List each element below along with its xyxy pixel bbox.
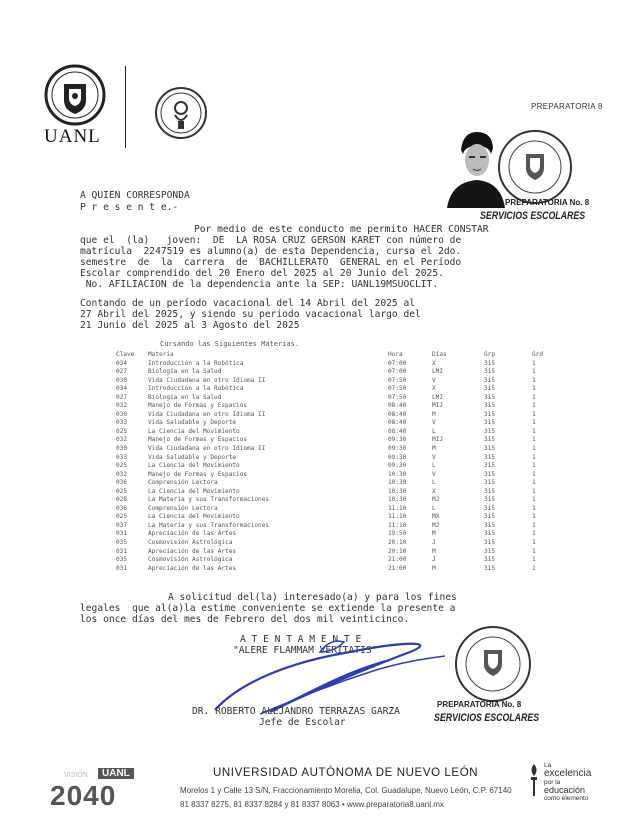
- upper-stamp-prepa-label: PREPARATORIA No. 8: [505, 198, 590, 207]
- body-line-3: matrícula 2247519 es alumno(a) de esta Dependencia, cursa el 2do.: [80, 246, 462, 257]
- table-row: [116, 445, 550, 454]
- vacation-line-1: Contando de un período vacacional del 14 Abril del 2025 al: [80, 298, 416, 309]
- cell-grd: 1: [532, 359, 536, 367]
- header-materia: Materia: [148, 351, 174, 358]
- cell-dias: V: [432, 453, 436, 461]
- cell-materia: Vida Saludable y Deporte: [148, 419, 237, 427]
- closing-line-1: A solicitud del(la) interesado(a) y para los fines: [168, 592, 457, 603]
- cell-grd: 1: [532, 436, 536, 444]
- cell-materia: Vida Ciudadana en otro Idioma II: [148, 445, 266, 453]
- cell-grp: 315: [484, 530, 496, 538]
- cell-hora: 07:50: [388, 393, 407, 401]
- cell-grd: 1: [532, 368, 536, 376]
- cell-hora: 09:30: [388, 445, 407, 453]
- table-row: [116, 402, 550, 411]
- table-row: [116, 394, 550, 403]
- address-line-1: Morelos 1 y Calle 13 S/N, Fraccionamiento Morelia, Col. Guadalupe, Nuevo León, C.P. 67140: [180, 786, 512, 795]
- cell-clave: 033: [116, 419, 128, 427]
- cell-grp: 315: [484, 410, 496, 418]
- cell-grp: 315: [484, 436, 496, 444]
- cell-hora: 07:50: [388, 385, 407, 393]
- cell-hora: 08:40: [388, 402, 407, 410]
- cell-grd: 1: [532, 393, 536, 401]
- cell-dias: M: [432, 410, 436, 418]
- vacation-line-2: 27 Abril del 2025, y siendo su periodo vacacional largo del: [80, 309, 421, 320]
- cell-clave: 032: [116, 436, 128, 444]
- cell-materia: Biología en la Salud: [148, 368, 222, 376]
- cell-hora: 11:10: [388, 504, 407, 512]
- cell-clave: 035: [116, 539, 128, 547]
- cell-grp: 315: [484, 479, 496, 487]
- body-line-4: semestre de la carrera de BACHILLERATO GENERAL en el Período: [80, 257, 462, 268]
- cell-grp: 315: [484, 564, 496, 572]
- header-grp: Grp: [484, 351, 496, 358]
- table-row: [116, 368, 550, 377]
- cell-dias: L: [432, 504, 436, 512]
- cell-grd: 1: [532, 556, 536, 564]
- cell-clave: 033: [116, 453, 128, 461]
- cell-materia: La Ciencia del Movimiento: [148, 427, 240, 435]
- cell-materia: La Materia y sus Transformaciones: [148, 496, 270, 504]
- cell-clave: 032: [116, 470, 128, 478]
- cell-clave: 025: [116, 427, 128, 435]
- lower-school-stamp: [455, 626, 531, 702]
- cell-materia: La Ciencia del Movimiento: [148, 462, 240, 470]
- cell-hora: 08:40: [388, 419, 407, 427]
- cell-hora: 08:40: [388, 427, 407, 435]
- vacation-line-3: 21 Junio del 2025 al 3 Agosto del 2025: [80, 320, 300, 331]
- table-row: [116, 428, 550, 437]
- cell-hora: 10:30: [388, 487, 407, 495]
- header-grd: Grd: [532, 351, 544, 358]
- cell-grd: 1: [532, 530, 536, 538]
- cell-grd: 1: [532, 513, 536, 521]
- cell-materia: Manejo de Formas y Espacios: [148, 470, 248, 478]
- cell-hora: 11:10: [388, 521, 407, 529]
- cell-grd: 1: [532, 504, 536, 512]
- closing-line-2: legales que al(a)la estime conveniente se extiende la presente a: [80, 603, 456, 614]
- cell-grp: 315: [484, 513, 496, 521]
- cell-hora: 08:40: [388, 410, 407, 418]
- cell-materia: Apreciación de las Artes: [148, 547, 237, 555]
- cell-dias: J: [432, 539, 436, 547]
- cell-clave: 030: [116, 376, 128, 384]
- cell-clave: 031: [116, 547, 128, 555]
- subjects-intro: Cursando las Siguientes Materias.: [160, 340, 300, 348]
- cell-grp: 315: [484, 504, 496, 512]
- cell-grd: 1: [532, 410, 536, 418]
- table-row: [116, 565, 550, 574]
- cell-grd: 1: [532, 479, 536, 487]
- cell-grd: 1: [532, 487, 536, 495]
- cell-grd: 1: [532, 402, 536, 410]
- lower-stamp-service-label: SERVICIOS ESCOLARES: [434, 712, 540, 724]
- university-name: UNIVERSIDAD AUTÓNOMA DE NUEVO LEÓN: [213, 767, 479, 779]
- cell-dias: MIJ: [432, 402, 444, 410]
- cell-dias: MJ: [432, 496, 440, 504]
- cell-dias: M: [432, 547, 436, 555]
- body-line-1: Por medio de este conducto me permito HACER CONSTAR: [194, 224, 489, 235]
- cell-dias: MJ: [432, 521, 440, 529]
- cell-grp: 315: [484, 462, 496, 470]
- uanl-crest-logo: [38, 64, 112, 126]
- header-divider: [125, 66, 126, 148]
- table-row: [116, 411, 550, 420]
- cell-dias: LMI: [432, 368, 444, 376]
- table-row: [116, 556, 550, 565]
- cell-grd: 1: [532, 539, 536, 547]
- table-row: [116, 530, 550, 539]
- cell-dias: M: [432, 530, 436, 538]
- table-row: [116, 471, 550, 480]
- cell-dias: MIJ: [432, 436, 444, 444]
- cell-materia: Cosmovisión Astrológica: [148, 556, 233, 564]
- table-row: [116, 513, 550, 522]
- cell-grp: 315: [484, 402, 496, 410]
- cell-hora: 21:00: [388, 564, 407, 572]
- cell-grp: 315: [484, 393, 496, 401]
- cell-dias: M: [432, 564, 436, 572]
- cell-materia: Introducción a la Robótica: [148, 385, 244, 393]
- body-line-5: Escolar comprendido del 20 Enero del 2025 al 20 Junio del 2025.: [80, 268, 444, 279]
- closing-line-3: los once días del mes de Febrero del dos mil veinticinco.: [80, 614, 410, 625]
- table-row: [116, 454, 550, 463]
- table-row: [116, 436, 550, 445]
- cell-materia: Apreciación de las Artes: [148, 564, 237, 572]
- cell-grp: 315: [484, 487, 496, 495]
- cell-grp: 315: [484, 496, 496, 504]
- cell-dias: V: [432, 419, 436, 427]
- cell-clave: 028: [116, 496, 128, 504]
- table-row: [116, 496, 550, 505]
- upper-school-stamp: [498, 130, 572, 204]
- cell-materia: Vida Ciudadana en otro Idioma II: [148, 410, 266, 418]
- cell-grd: 1: [532, 427, 536, 435]
- cell-clave: 037: [116, 521, 128, 529]
- cell-hora: 20:10: [388, 539, 407, 547]
- cell-grp: 315: [484, 470, 496, 478]
- cell-grp: 315: [484, 547, 496, 555]
- cell-materia: Apreciación de las Artes: [148, 530, 237, 538]
- cell-hora: 21:00: [388, 556, 407, 564]
- tagline-elemento-word: elemento: [559, 795, 589, 802]
- cell-grd: 1: [532, 564, 536, 572]
- tagline-por-word: por: [544, 779, 556, 786]
- cell-clave: 032: [116, 402, 128, 410]
- subjects-table: [116, 351, 550, 573]
- vision-year: 2040: [50, 780, 117, 811]
- cell-clave: 030: [116, 410, 128, 418]
- cell-hora: 10:30: [388, 470, 407, 478]
- tagline-la-word: la: [555, 779, 561, 786]
- cell-dias: V: [432, 376, 436, 384]
- vision-uanl-badge: UANL: [98, 768, 134, 779]
- header-clave: Clave: [116, 351, 135, 358]
- student-photo: [447, 128, 505, 208]
- upper-stamp-service-label: SERVICIOS ESCOLARES: [480, 210, 586, 222]
- cell-grp: 315: [484, 556, 496, 564]
- cell-dias: L: [432, 427, 436, 435]
- cell-grp: 315: [484, 368, 496, 376]
- subjects-table-body: [116, 360, 550, 574]
- cell-materia: Manejo de Formas y Espacios: [148, 436, 248, 444]
- cell-grd: 1: [532, 470, 536, 478]
- body-line-6: No. AFILIACION de la dependencia ante la SEP: UANL19MSUOCLIT.: [80, 279, 439, 290]
- cell-grp: 315: [484, 453, 496, 461]
- cell-grd: 1: [532, 385, 536, 393]
- cell-materia: Comprensión Lectora: [148, 479, 218, 487]
- uanl-wordmark: UANL: [44, 126, 101, 147]
- cell-clave: 034: [116, 385, 128, 393]
- cell-grp: 315: [484, 385, 496, 393]
- addressee: A QUIEN CORRESPONDA: [80, 190, 190, 201]
- table-row: [116, 385, 550, 394]
- cell-clave: 031: [116, 564, 128, 572]
- cell-clave: 035: [116, 556, 128, 564]
- cell-dias: J: [432, 556, 436, 564]
- cell-clave: 030: [116, 445, 128, 453]
- cell-clave: 034: [116, 359, 128, 367]
- cell-grd: 1: [532, 453, 536, 461]
- cell-materia: Vida Saludable y Deporte: [148, 453, 237, 461]
- cell-materia: Manejo de Formas y Espacios: [148, 402, 248, 410]
- vision-2040-logo: [38, 768, 148, 816]
- table-row: [116, 488, 550, 497]
- cell-clave: 036: [116, 479, 128, 487]
- cell-dias: X: [432, 385, 436, 393]
- tagline-la: La: [544, 762, 552, 769]
- tagline-como: [544, 795, 591, 802]
- cell-dias: X: [432, 359, 436, 367]
- cell-clave: 027: [116, 393, 128, 401]
- cell-grp: 315: [484, 445, 496, 453]
- cell-materia: La Materia y sus Transformaciones: [148, 521, 270, 529]
- table-row: [116, 377, 550, 386]
- address-line-2: 81 8337 8275, 81 8337 8284 y 81 8337 8063 • www.preparatoria8.uanl.mx: [180, 800, 444, 809]
- header-hora: Hora: [388, 351, 403, 358]
- lower-stamp-prepa-label: PREPARATORIA No. 8: [437, 700, 522, 709]
- cell-grp: 315: [484, 521, 496, 529]
- cell-clave: 027: [116, 368, 128, 376]
- signer-name: DR. ROBERTO ALEJANDRO TERRAZAS GARZA: [192, 706, 400, 717]
- cell-grp: 315: [484, 539, 496, 547]
- cell-clave: 036: [116, 504, 128, 512]
- table-row: [116, 505, 550, 514]
- cell-hora: 19:50: [388, 530, 407, 538]
- table-row: [116, 419, 550, 428]
- prepa-header-label: PREPARATORIA 8: [531, 102, 603, 111]
- excellence-tagline: [544, 762, 591, 802]
- cell-dias: L: [432, 462, 436, 470]
- table-row: [116, 548, 550, 557]
- cell-materia: Comprensión Lectora: [148, 504, 218, 512]
- cell-clave: 025: [116, 513, 128, 521]
- table-row: [116, 539, 550, 548]
- cell-hora: 10:30: [388, 496, 407, 504]
- cell-grp: 315: [484, 427, 496, 435]
- cell-grd: 1: [532, 521, 536, 529]
- cell-materia: Introducción a la Robótica: [148, 359, 244, 367]
- cell-grd: 1: [532, 496, 536, 504]
- cell-dias: M: [432, 445, 436, 453]
- cell-grp: 315: [484, 419, 496, 427]
- tagline-excelencia: excelencia: [544, 768, 592, 779]
- cell-dias: MX: [432, 513, 440, 521]
- cell-hora: 07:00: [388, 368, 407, 376]
- body-line-2: que el (la) joven: DE LA ROSA CRUZ GERSON KARET con número de: [80, 235, 462, 246]
- table-row: [116, 462, 550, 471]
- cell-dias: V: [432, 470, 436, 478]
- cell-hora: 20:10: [388, 547, 407, 555]
- cell-hora: 09:30: [388, 436, 407, 444]
- cell-hora: 09:30: [388, 462, 407, 470]
- motto: "ALERE FLAMMAM VERITATIS": [233, 645, 378, 656]
- cell-hora: 09:30: [388, 453, 407, 461]
- tagline-como-word: como: [544, 795, 560, 802]
- cell-materia: Biología en la Salud: [148, 393, 222, 401]
- cell-materia: Cosmovisión Astrológica: [148, 539, 233, 547]
- table-row: [116, 479, 550, 488]
- cell-grd: 1: [532, 445, 536, 453]
- cell-grd: 1: [532, 462, 536, 470]
- cell-grd: 1: [532, 547, 536, 555]
- atentamente: A T E N T A M E N T E: [240, 634, 362, 645]
- vision-small-label: VISIÓN: [64, 772, 88, 779]
- presente: P r e s e n t e.-: [80, 202, 179, 213]
- cell-grp: 315: [484, 376, 496, 384]
- cell-clave: 025: [116, 487, 128, 495]
- signer-title: Jefe de Escolar: [259, 717, 346, 728]
- cell-materia: La Ciencia del Movimiento: [148, 487, 240, 495]
- subjects-table-header: [116, 351, 550, 360]
- cell-materia: La Ciencia del Movimiento: [148, 513, 240, 521]
- cell-hora: 07:00: [388, 359, 407, 367]
- cell-dias: L: [432, 479, 436, 487]
- cell-clave: 025: [116, 462, 128, 470]
- cell-hora: 07:50: [388, 376, 407, 384]
- cell-materia: Vida Ciudadana en otro Idioma II: [148, 376, 266, 384]
- cell-grd: 1: [532, 376, 536, 384]
- cell-grp: 315: [484, 359, 496, 367]
- table-row: [116, 360, 550, 369]
- cell-grd: 1: [532, 419, 536, 427]
- prepa8-emblem: [153, 85, 209, 141]
- cell-hora: 10:30: [388, 479, 407, 487]
- cell-dias: X: [432, 487, 436, 495]
- torch-icon: [528, 762, 540, 798]
- cell-hora: 11:10: [388, 513, 407, 521]
- cell-clave: 031: [116, 530, 128, 538]
- tagline-educacion: educación: [544, 785, 586, 795]
- header-dias: Días: [432, 351, 447, 358]
- cell-dias: LMI: [432, 393, 444, 401]
